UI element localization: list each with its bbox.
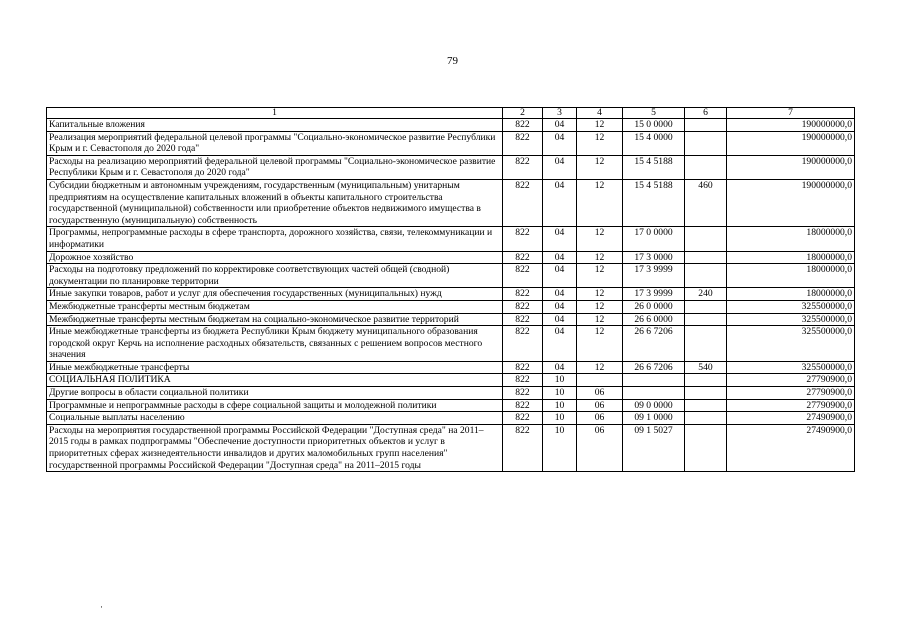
cell-c3: 04	[543, 326, 577, 362]
table-row	[47, 179, 855, 226]
cell-c7: 27790900,0	[727, 387, 855, 400]
column-header: 7	[727, 108, 855, 119]
cell-c3: 10	[543, 374, 577, 387]
column-header: 6	[685, 108, 727, 119]
table-row	[47, 251, 855, 264]
cell-c5: 09 1 5027	[623, 424, 685, 471]
cell-c2: 822	[503, 227, 543, 251]
cell-c2: 822	[503, 313, 543, 326]
cell-c4: 06	[577, 387, 623, 400]
cell-c4: 12	[577, 313, 623, 326]
row-name: Иные закупки товаров, работ и услуг для обеспечения государственных (муниципальных) нужд	[47, 288, 503, 301]
cell-c7: 18000000,0	[727, 288, 855, 301]
cell-c3: 04	[543, 131, 577, 155]
cell-c3: 04	[543, 288, 577, 301]
table-row	[47, 313, 855, 326]
cell-c4: 06	[577, 412, 623, 425]
cell-c4: 12	[577, 361, 623, 374]
row-name: Субсидии бюджетным и автономным учреждениям, государственным (муниципальным) унитарным предприятиям на осуществление капитальных вложений в объекты капитального строительства государственной (муниципальной) собственности или приобретение объектов недвижимого имущества в государственную (муниципальную) собственность	[47, 179, 503, 226]
cell-c4: 12	[577, 119, 623, 132]
column-header: 5	[623, 108, 685, 119]
cell-c6	[685, 155, 727, 179]
cell-c7: 325500000,0	[727, 361, 855, 374]
cell-c6	[685, 300, 727, 313]
cell-c7: 27490900,0	[727, 412, 855, 425]
column-header: 3	[543, 108, 577, 119]
cell-c3: 04	[543, 119, 577, 132]
cell-c5: 15 4 5188	[623, 155, 685, 179]
row-name: Другие вопросы в области социальной политики	[47, 387, 503, 400]
row-name: Иные межбюджетные трансферты	[47, 361, 503, 374]
cell-c2: 822	[503, 179, 543, 226]
cell-c6	[685, 313, 727, 326]
cell-c4: 12	[577, 326, 623, 362]
cell-c4: 06	[577, 424, 623, 471]
cell-c7: 27790900,0	[727, 399, 855, 412]
table-row	[47, 361, 855, 374]
cell-c5: 09 0 0000	[623, 399, 685, 412]
cell-c4: 12	[577, 288, 623, 301]
cell-c4: 12	[577, 264, 623, 288]
cell-c3: 04	[543, 155, 577, 179]
cell-c4	[577, 374, 623, 387]
cell-c5: 15 4 5188	[623, 179, 685, 226]
budget-table	[46, 107, 855, 472]
cell-c2: 822	[503, 119, 543, 132]
table-row	[47, 119, 855, 132]
cell-c5: 09 1 0000	[623, 412, 685, 425]
cell-c3: 04	[543, 361, 577, 374]
cell-c2: 822	[503, 412, 543, 425]
cell-c7: 325500000,0	[727, 300, 855, 313]
cell-c6	[685, 131, 727, 155]
cell-c3: 10	[543, 412, 577, 425]
cell-c3: 04	[543, 251, 577, 264]
cell-c5: 17 3 9999	[623, 264, 685, 288]
cell-c2: 822	[503, 399, 543, 412]
row-name: Межбюджетные трансферты местным бюджетам на социально-экономическое развитие территорий	[47, 313, 503, 326]
cell-c4: 12	[577, 179, 623, 226]
cell-c7: 190000000,0	[727, 179, 855, 226]
cell-c5: 26 6 7206	[623, 326, 685, 362]
cell-c4: 12	[577, 251, 623, 264]
table-row	[47, 131, 855, 155]
cell-c5	[623, 387, 685, 400]
cell-c7: 325500000,0	[727, 326, 855, 362]
cell-c2: 822	[503, 361, 543, 374]
cell-c6	[685, 326, 727, 362]
table-row	[47, 155, 855, 179]
cell-c6	[685, 399, 727, 412]
cell-c3: 10	[543, 424, 577, 471]
cell-c2: 822	[503, 424, 543, 471]
row-name: Расходы на подготовку предложений по корректировке соответствующих частей общей (сводной) документации по планировке территории	[47, 264, 503, 288]
cell-c3: 04	[543, 300, 577, 313]
cell-c6	[685, 119, 727, 132]
cell-c2: 822	[503, 326, 543, 362]
cell-c5: 15 4 0000	[623, 131, 685, 155]
table-row	[47, 300, 855, 313]
cell-c3: 10	[543, 399, 577, 412]
cell-c2: 822	[503, 387, 543, 400]
column-header: 4	[577, 108, 623, 119]
cell-c6	[685, 227, 727, 251]
cell-c4: 12	[577, 227, 623, 251]
cell-c4: 12	[577, 131, 623, 155]
cell-c6	[685, 374, 727, 387]
cell-c2: 822	[503, 251, 543, 264]
cell-c5: 17 3 0000	[623, 251, 685, 264]
cell-c6: 240	[685, 288, 727, 301]
cell-c2: 822	[503, 288, 543, 301]
row-name: Расходы на реализацию мероприятий федеральной целевой программы "Социально-экономическое развитие Республики Крым и г. Севастополя до 2020 года"	[47, 155, 503, 179]
row-name: Капитальные вложения	[47, 119, 503, 132]
cell-c7: 27490900,0	[727, 424, 855, 471]
cell-c5: 26 0 0000	[623, 300, 685, 313]
cell-c6: 460	[685, 179, 727, 226]
stray-dot: ·	[100, 602, 103, 612]
cell-c7: 190000000,0	[727, 119, 855, 132]
cell-c3: 04	[543, 227, 577, 251]
cell-c6	[685, 387, 727, 400]
cell-c4: 12	[577, 300, 623, 313]
cell-c6: 540	[685, 361, 727, 374]
table-row	[47, 374, 855, 387]
cell-c5: 26 6 0000	[623, 313, 685, 326]
cell-c7: 18000000,0	[727, 227, 855, 251]
cell-c3: 04	[543, 179, 577, 226]
cell-c7: 325500000,0	[727, 313, 855, 326]
cell-c3: 04	[543, 264, 577, 288]
cell-c5: 17 0 0000	[623, 227, 685, 251]
row-name: СОЦИАЛЬНАЯ ПОЛИТИКА	[47, 374, 503, 387]
cell-c2: 822	[503, 131, 543, 155]
cell-c4: 12	[577, 155, 623, 179]
row-name: Социальные выплаты населению	[47, 412, 503, 425]
table-row	[47, 412, 855, 425]
cell-c6	[685, 412, 727, 425]
row-name: Программы, непрограммные расходы в сфере транспорта, дорожного хозяйства, связи, телекоммуникации и информатики	[47, 227, 503, 251]
cell-c5: 26 6 7206	[623, 361, 685, 374]
cell-c2: 822	[503, 300, 543, 313]
cell-c2: 822	[503, 374, 543, 387]
table-row	[47, 288, 855, 301]
cell-c6	[685, 251, 727, 264]
table-row	[47, 399, 855, 412]
cell-c7: 190000000,0	[727, 131, 855, 155]
cell-c6	[685, 264, 727, 288]
cell-c6	[685, 424, 727, 471]
cell-c7: 190000000,0	[727, 155, 855, 179]
table-row	[47, 424, 855, 471]
row-name: Программные и непрограммные расходы в сфере социальной защиты и молодежной политики	[47, 399, 503, 412]
row-name: Расходы на мероприятия государственной программы Российской Федерации "Доступная среда" на 2011–2015 годы в рамках подпрограммы "Обеспечение доступности приоритетных объектов и услуг в приоритетных сферах жизнедеятельности инвалидов и других маломобильных групп населения" государственной программы Российской Федерации "Доступная среда" на 2011–2015 годы	[47, 424, 503, 471]
cell-c5: 15 0 0000	[623, 119, 685, 132]
cell-c7: 18000000,0	[727, 251, 855, 264]
cell-c7: 27790900,0	[727, 374, 855, 387]
column-header: 2	[503, 108, 543, 119]
row-name: Межбюджетные трансферты местным бюджетам	[47, 300, 503, 313]
table-row	[47, 227, 855, 251]
table-row	[47, 326, 855, 362]
cell-c7: 18000000,0	[727, 264, 855, 288]
table-row	[47, 264, 855, 288]
row-name: Дорожное хозяйство	[47, 251, 503, 264]
row-name: Иные межбюджетные трансферты из бюджета Республики Крым бюджету муниципального образования городской округ Керчь на исполнение расходных обязательств, связанных с решением вопросов местного значения	[47, 326, 503, 362]
cell-c3: 04	[543, 313, 577, 326]
cell-c3: 10	[543, 387, 577, 400]
cell-c5: 17 3 9999	[623, 288, 685, 301]
cell-c5	[623, 374, 685, 387]
cell-c2: 822	[503, 264, 543, 288]
cell-c4: 06	[577, 399, 623, 412]
table-row	[47, 387, 855, 400]
cell-c2: 822	[503, 155, 543, 179]
row-name: Реализация мероприятий федеральной целевой программы "Социально-экономическое развитие Республики Крым и г. Севастополя до 2020 года"	[47, 131, 503, 155]
table-header-row	[47, 108, 855, 119]
page-number: 79	[447, 55, 458, 67]
column-header: 1	[47, 108, 503, 119]
